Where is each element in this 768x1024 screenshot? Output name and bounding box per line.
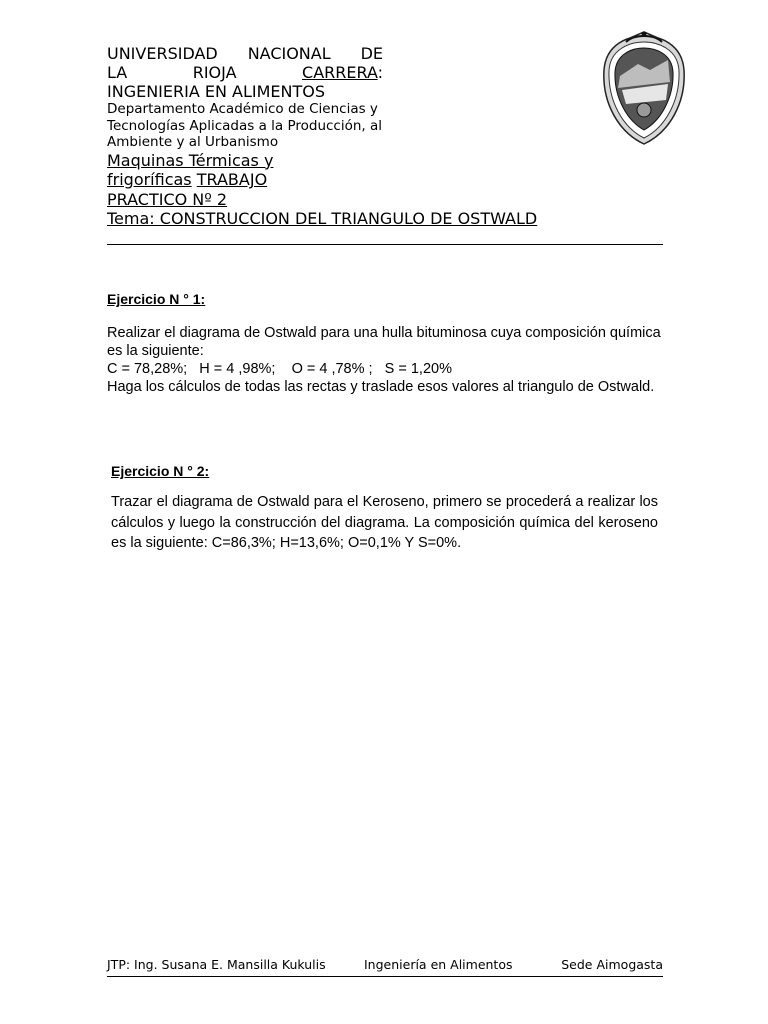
subject-title: Maquinas Térmicas y frigoríficas TRABAJO PRACTICO Nº 2 [107, 150, 274, 209]
exercise-2 [111, 463, 658, 554]
exercise-1-title: Ejercicio N ° 1: [107, 291, 206, 307]
exercise-2-title: Ejercicio N ° 2: [111, 463, 210, 479]
document-header [107, 44, 663, 229]
university-seal-icon [598, 30, 690, 148]
topic-title: Tema: CONSTRUCCION DEL TRIANGULO DE OSTWALD [107, 209, 538, 228]
footer-divider [107, 976, 663, 977]
page-footer [107, 957, 663, 975]
exercise-1-composition: C = 78,28%; H = 4 ,98%; O = 4 ,78% ; S = 1,20% [107, 361, 452, 377]
footer-author: JTP: Ing. Susana E. Mansilla Kukulis [107, 957, 326, 972]
exercise-1-statement: Realizar el diagrama de Ostwald para una hulla bituminosa cuya composición química es la siguiente: [107, 325, 661, 359]
exercise-1-instruction: Haga los cálculos de todas las rectas y traslade esos valores al triangulo de Ostwald. [107, 379, 655, 395]
header-divider [107, 244, 663, 245]
career-label: CARRERA [302, 63, 378, 82]
university-line-1: UNIVERSIDAD NACIONAL DE [107, 44, 383, 63]
exercise-2-statement: Trazar el diagrama de Ostwald para el Keroseno, primero se procederá a realizar los cálculos y luego la construcción del diagrama. La composición química del keroseno es la siguiente: C=86,3%; H=13,6%; O=0,1% Y S=0%. [111, 494, 658, 551]
career-name: INGENIERIA EN ALIMENTOS [107, 82, 326, 101]
university-line-2: LA RIOJA CARRERA: [107, 63, 383, 82]
footer-campus: Sede Aimogasta [561, 957, 663, 972]
department-name: Departamento Académico de Ciencias y Tecnologías Aplicadas a la Producción, al Ambiente y al Urbanismo [107, 101, 383, 150]
exercise-1 [107, 291, 667, 396]
footer-career: Ingeniería en Alimentos [364, 957, 513, 972]
